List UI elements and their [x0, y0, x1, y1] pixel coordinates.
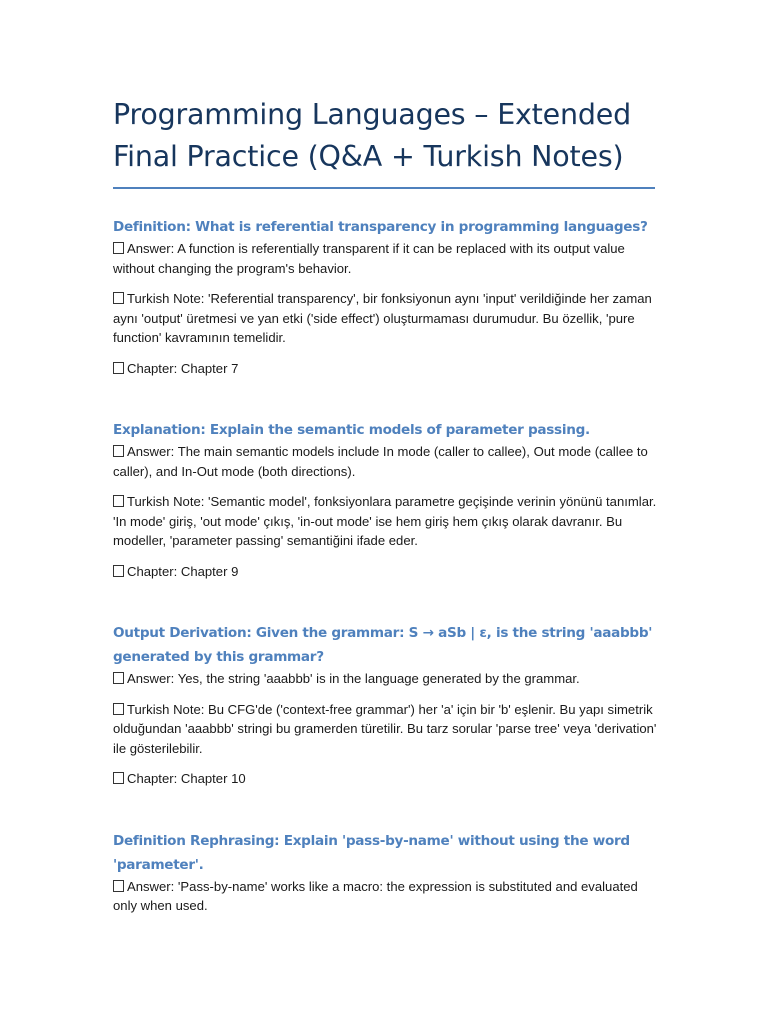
turkish-note-text: Turkish Note: 'Referential transparency', bir fonksiyonun aynı 'input' verildiğinde her zaman aynı 'output' üretmesi ve yan etki ('side effect') oluşturmaması durumudur. Bu özellik, 'pure function' kavramının temelidir.: [113, 291, 652, 345]
missing-glyph-box-icon: [113, 880, 124, 892]
missing-glyph-box-icon: [113, 703, 124, 715]
qa-item-parameter-passing: [113, 418, 658, 581]
document-title: [113, 94, 658, 178]
document-page: [113, 0, 658, 916]
missing-glyph-box-icon: [113, 772, 124, 784]
chapter-text: Chapter: Chapter 10: [127, 771, 246, 786]
answer-paragraph: [113, 442, 658, 481]
turkish-note-paragraph: [113, 492, 658, 551]
chapter-paragraph: [113, 359, 658, 379]
answer-paragraph: [113, 239, 658, 278]
turkish-note-paragraph: [113, 700, 658, 759]
missing-glyph-box-icon: [113, 495, 124, 507]
document-title-line-1: Programming Languages – Extended: [113, 98, 631, 131]
answer-paragraph: [113, 877, 658, 916]
missing-glyph-box-icon: [113, 242, 124, 254]
missing-glyph-box-icon: [113, 292, 124, 304]
missing-glyph-box-icon: [113, 362, 124, 374]
turkish-note-text: Turkish Note: 'Semantic model', fonksiyonlara parametre geçişinde verinin yönünü tanımlar. 'In mode' giriş, 'out mode' çıkış, 'in-out mode' ise hem giriş hem çıkış olarak davranır. Bu modeller, 'parameter passing' semantiğini ifade eder.: [113, 494, 657, 548]
answer-text: Answer: Yes, the string 'aaabbb' is in the language generated by the grammar.: [127, 671, 580, 686]
document-title-line-2: Final Practice (Q&A + Turkish Notes): [113, 140, 624, 173]
missing-glyph-box-icon: [113, 565, 124, 577]
answer-text: Answer: A function is referentially transparent if it can be replaced with its output value without changing the program's behavior.: [113, 241, 625, 276]
turkish-note-paragraph: [113, 289, 658, 348]
missing-glyph-box-icon: [113, 672, 124, 684]
chapter-text: Chapter: Chapter 9: [127, 563, 239, 579]
qa-item-pass-by-name: [113, 829, 658, 916]
answer-paragraph: [113, 669, 658, 689]
question-heading: Definition: What is referential transparency in programming languages?: [113, 219, 648, 235]
title-underline-rule: [113, 187, 655, 189]
answer-text: Answer: 'Pass-by-name' works like a macro: the expression is substituted and evaluated only when used.: [113, 878, 638, 913]
question-heading: Output Derivation: Given the grammar: S → aSb | ε, is the string 'aaabbb' generated by this grammar?: [113, 625, 653, 665]
missing-glyph-box-icon: [113, 445, 124, 457]
chapter-paragraph: [113, 769, 658, 789]
question-heading: Explanation: Explain the semantic models of parameter passing.: [113, 422, 590, 438]
question-heading: Definition Rephrasing: Explain 'pass-by-name' without using the word 'parameter'.: [113, 832, 630, 873]
chapter-text: Chapter: Chapter 7: [127, 360, 239, 376]
turkish-note-text: Turkish Note: Bu CFG'de ('context-free grammar') her 'a' için bir 'b' eşlenir. Bu yapı simetrik olduğundan 'aaabbb' stringi bu gramerden türetilir. Bu tarz sorular 'parse tree' veya 'derivation' ile gösterilebilir.: [113, 701, 657, 756]
answer-text: Answer: The main semantic models include In mode (caller to callee), Out mode (callee to caller), and In-Out mode (both directions).: [113, 444, 648, 479]
chapter-paragraph: [113, 562, 658, 582]
qa-item-grammar-derivation: [113, 621, 658, 789]
qa-item-referential-transparency: [113, 215, 658, 378]
